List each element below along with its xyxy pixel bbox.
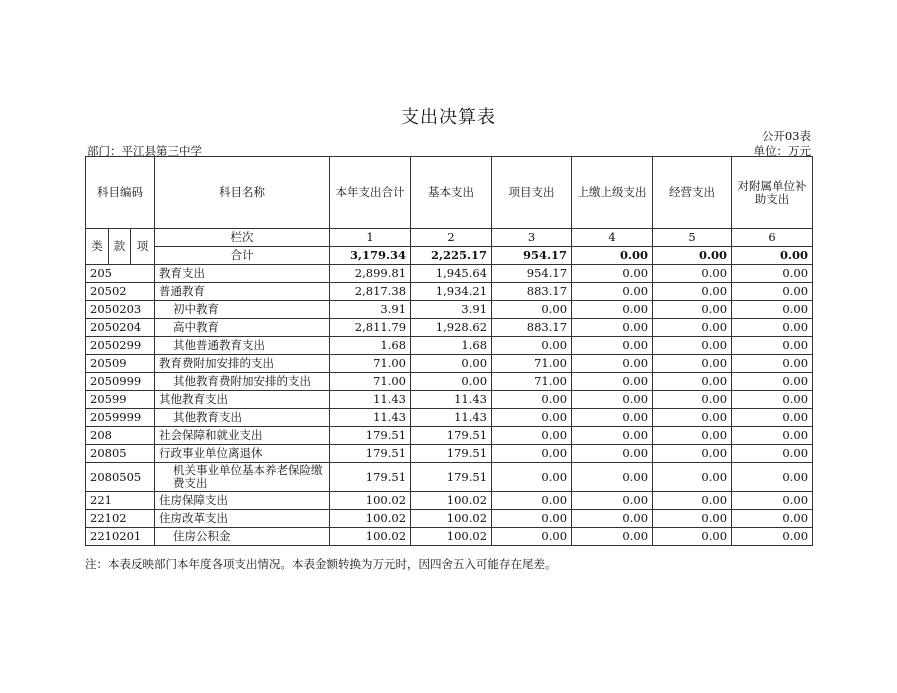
total-cell: 3,179.34	[330, 247, 411, 265]
table-row	[86, 265, 813, 283]
row-value: 179.51	[330, 463, 411, 492]
row-value: 100.02	[411, 492, 492, 510]
header-name: 科目名称	[155, 157, 330, 229]
row-value: 0.00	[572, 492, 653, 510]
header-code: 科目编码	[86, 157, 155, 229]
row-value: 0.00	[492, 528, 572, 546]
row-value: 1.68	[411, 337, 492, 355]
row-name: 住房改革支出	[155, 510, 330, 528]
row-value: 179.51	[330, 427, 411, 445]
row-value: 0.00	[653, 319, 732, 337]
row-name: 住房保障支出	[155, 492, 330, 510]
row-code: 2210201	[86, 528, 155, 546]
row-name: 其他教育支出	[155, 409, 330, 427]
row-code: 205	[86, 265, 155, 283]
row-value: 0.00	[653, 528, 732, 546]
header-project: 项目支出	[492, 157, 572, 229]
table-row	[86, 283, 813, 301]
row-value: 0.00	[653, 265, 732, 283]
row-code: 2050999	[86, 373, 155, 391]
row-value: 1,928.62	[411, 319, 492, 337]
total-cell: 2,225.17	[411, 247, 492, 265]
row-code: 2059999	[86, 409, 155, 427]
row-value: 2,817.38	[330, 283, 411, 301]
header-row	[86, 157, 813, 229]
row-value: 71.00	[492, 355, 572, 373]
total-row	[86, 247, 813, 265]
table-row	[86, 427, 813, 445]
row-code: 2050299	[86, 337, 155, 355]
table-row	[86, 337, 813, 355]
row-value: 11.43	[330, 391, 411, 409]
row-name: 普通教育	[155, 283, 330, 301]
row-value: 0.00	[653, 301, 732, 319]
row-value: 0.00	[572, 391, 653, 409]
row-value: 1.68	[330, 337, 411, 355]
column-index-row	[86, 229, 813, 247]
header-basic: 基本支出	[411, 157, 492, 229]
row-value: 0.00	[572, 409, 653, 427]
col-index-5: 5	[653, 229, 732, 247]
total-cell: 0.00	[572, 247, 653, 265]
row-value: 100.02	[330, 510, 411, 528]
row-value: 0.00	[653, 463, 732, 492]
row-value: 179.51	[411, 445, 492, 463]
row-value: 0.00	[492, 391, 572, 409]
table-row	[86, 492, 813, 510]
table-row	[86, 510, 813, 528]
unit-label: 单位：万元	[753, 144, 811, 158]
row-code: 22102	[86, 510, 155, 528]
row-code: 20502	[86, 283, 155, 301]
table-row	[86, 373, 813, 391]
header-kuan: 款	[109, 229, 131, 265]
row-code: 2050204	[86, 319, 155, 337]
col-index-6: 6	[732, 229, 813, 247]
row-code: 20599	[86, 391, 155, 409]
header-total: 本年支出合计	[330, 157, 411, 229]
row-value: 0.00	[653, 427, 732, 445]
row-value: 0.00	[492, 427, 572, 445]
header-xiang: 项	[131, 229, 155, 265]
total-cell: 0.00	[732, 247, 813, 265]
row-value: 0.00	[732, 492, 813, 510]
row-value: 100.02	[411, 510, 492, 528]
row-value: 0.00	[572, 528, 653, 546]
row-value: 0.00	[653, 445, 732, 463]
header-operating: 经营支出	[653, 157, 732, 229]
row-value: 0.00	[653, 337, 732, 355]
row-value: 0.00	[653, 283, 732, 301]
row-value: 0.00	[653, 391, 732, 409]
row-value: 0.00	[732, 528, 813, 546]
row-value: 11.43	[330, 409, 411, 427]
row-code: 20509	[86, 355, 155, 373]
row-value: 11.43	[411, 391, 492, 409]
row-code: 208	[86, 427, 155, 445]
row-name: 高中教育	[155, 319, 330, 337]
row-value: 0.00	[572, 445, 653, 463]
row-value: 0.00	[732, 409, 813, 427]
row-value: 0.00	[572, 510, 653, 528]
row-value: 0.00	[572, 283, 653, 301]
row-value: 100.02	[411, 528, 492, 546]
row-value: 0.00	[653, 373, 732, 391]
table-row	[86, 445, 813, 463]
table-row	[86, 391, 813, 409]
col-index-3: 3	[492, 229, 572, 247]
row-value: 11.43	[411, 409, 492, 427]
row-value: 0.00	[411, 355, 492, 373]
row-value: 0.00	[572, 427, 653, 445]
row-value: 0.00	[732, 265, 813, 283]
page-title: 支出决算表	[401, 107, 496, 128]
row-value: 1,934.21	[411, 283, 492, 301]
row-name: 教育费附加安排的支出	[155, 355, 330, 373]
col-index-1: 1	[330, 229, 411, 247]
row-value: 0.00	[572, 355, 653, 373]
row-value: 2,811.79	[330, 319, 411, 337]
row-name: 其他教育费附加安排的支出	[155, 373, 330, 391]
row-name: 其他普通教育支出	[155, 337, 330, 355]
row-name: 住房公积金	[155, 528, 330, 546]
table-row	[86, 301, 813, 319]
table-row	[86, 409, 813, 427]
row-value: 0.00	[732, 427, 813, 445]
row-value: 0.00	[732, 355, 813, 373]
form-number: 公开03表	[761, 129, 811, 143]
row-value: 0.00	[492, 463, 572, 492]
row-value: 0.00	[732, 373, 813, 391]
row-value: 883.17	[492, 283, 572, 301]
row-name: 初中教育	[155, 301, 330, 319]
row-value: 0.00	[732, 391, 813, 409]
row-value: 0.00	[732, 283, 813, 301]
row-value: 3.91	[330, 301, 411, 319]
footnote: 注：本表反映部门本年度各项支出情况。本表金额转换为万元时，因四舍五入可能存在尾差。	[85, 557, 557, 571]
row-value: 0.00	[732, 319, 813, 337]
row-value: 0.00	[492, 492, 572, 510]
row-value: 0.00	[572, 373, 653, 391]
header-subsidy: 对附属单位补助支出	[732, 157, 813, 229]
department-label: 部门：平江县第三中学	[87, 144, 202, 158]
row-name: 行政事业单位离退休	[155, 445, 330, 463]
row-value: 0.00	[732, 463, 813, 492]
row-value: 0.00	[572, 337, 653, 355]
total-label: 合计	[155, 247, 330, 265]
table-row	[86, 528, 813, 546]
row-value: 71.00	[492, 373, 572, 391]
row-value: 100.02	[330, 528, 411, 546]
table-row	[86, 463, 813, 492]
row-value: 179.51	[411, 463, 492, 492]
row-value: 0.00	[572, 319, 653, 337]
table-row	[86, 319, 813, 337]
total-cell: 0.00	[653, 247, 732, 265]
row-value: 0.00	[492, 301, 572, 319]
total-cell: 954.17	[492, 247, 572, 265]
row-value: 883.17	[492, 319, 572, 337]
row-value: 0.00	[732, 337, 813, 355]
row-value: 71.00	[330, 355, 411, 373]
row-code: 2080505	[86, 463, 155, 492]
header-lei: 类	[86, 229, 109, 265]
row-name: 其他教育支出	[155, 391, 330, 409]
row-value: 0.00	[411, 373, 492, 391]
row-value: 0.00	[653, 492, 732, 510]
row-code: 20805	[86, 445, 155, 463]
expenditure-table	[85, 156, 813, 546]
row-value: 0.00	[492, 337, 572, 355]
row-value: 0.00	[653, 510, 732, 528]
table-row	[86, 355, 813, 373]
row-code: 2050203	[86, 301, 155, 319]
row-value: 179.51	[411, 427, 492, 445]
row-value: 179.51	[330, 445, 411, 463]
row-value: 71.00	[330, 373, 411, 391]
row-value: 0.00	[653, 355, 732, 373]
row-value: 2,899.81	[330, 265, 411, 283]
row-value: 3.91	[411, 301, 492, 319]
col-index-2: 2	[411, 229, 492, 247]
header-upper: 上缴上级支出	[572, 157, 653, 229]
row-value: 0.00	[492, 409, 572, 427]
lanci-label: 栏次	[155, 229, 330, 247]
row-value: 0.00	[653, 409, 732, 427]
row-value: 0.00	[572, 463, 653, 492]
row-value: 0.00	[492, 510, 572, 528]
row-value: 0.00	[732, 510, 813, 528]
row-value: 0.00	[732, 445, 813, 463]
row-name: 社会保障和就业支出	[155, 427, 330, 445]
row-value: 0.00	[732, 301, 813, 319]
row-value: 0.00	[492, 445, 572, 463]
row-value: 100.02	[330, 492, 411, 510]
row-name: 机关事业单位基本养老保险缴费支出	[155, 463, 330, 492]
row-value: 954.17	[492, 265, 572, 283]
row-value: 0.00	[572, 301, 653, 319]
row-name: 教育支出	[155, 265, 330, 283]
row-value: 0.00	[572, 265, 653, 283]
col-index-4: 4	[572, 229, 653, 247]
row-value: 1,945.64	[411, 265, 492, 283]
row-code: 221	[86, 492, 155, 510]
